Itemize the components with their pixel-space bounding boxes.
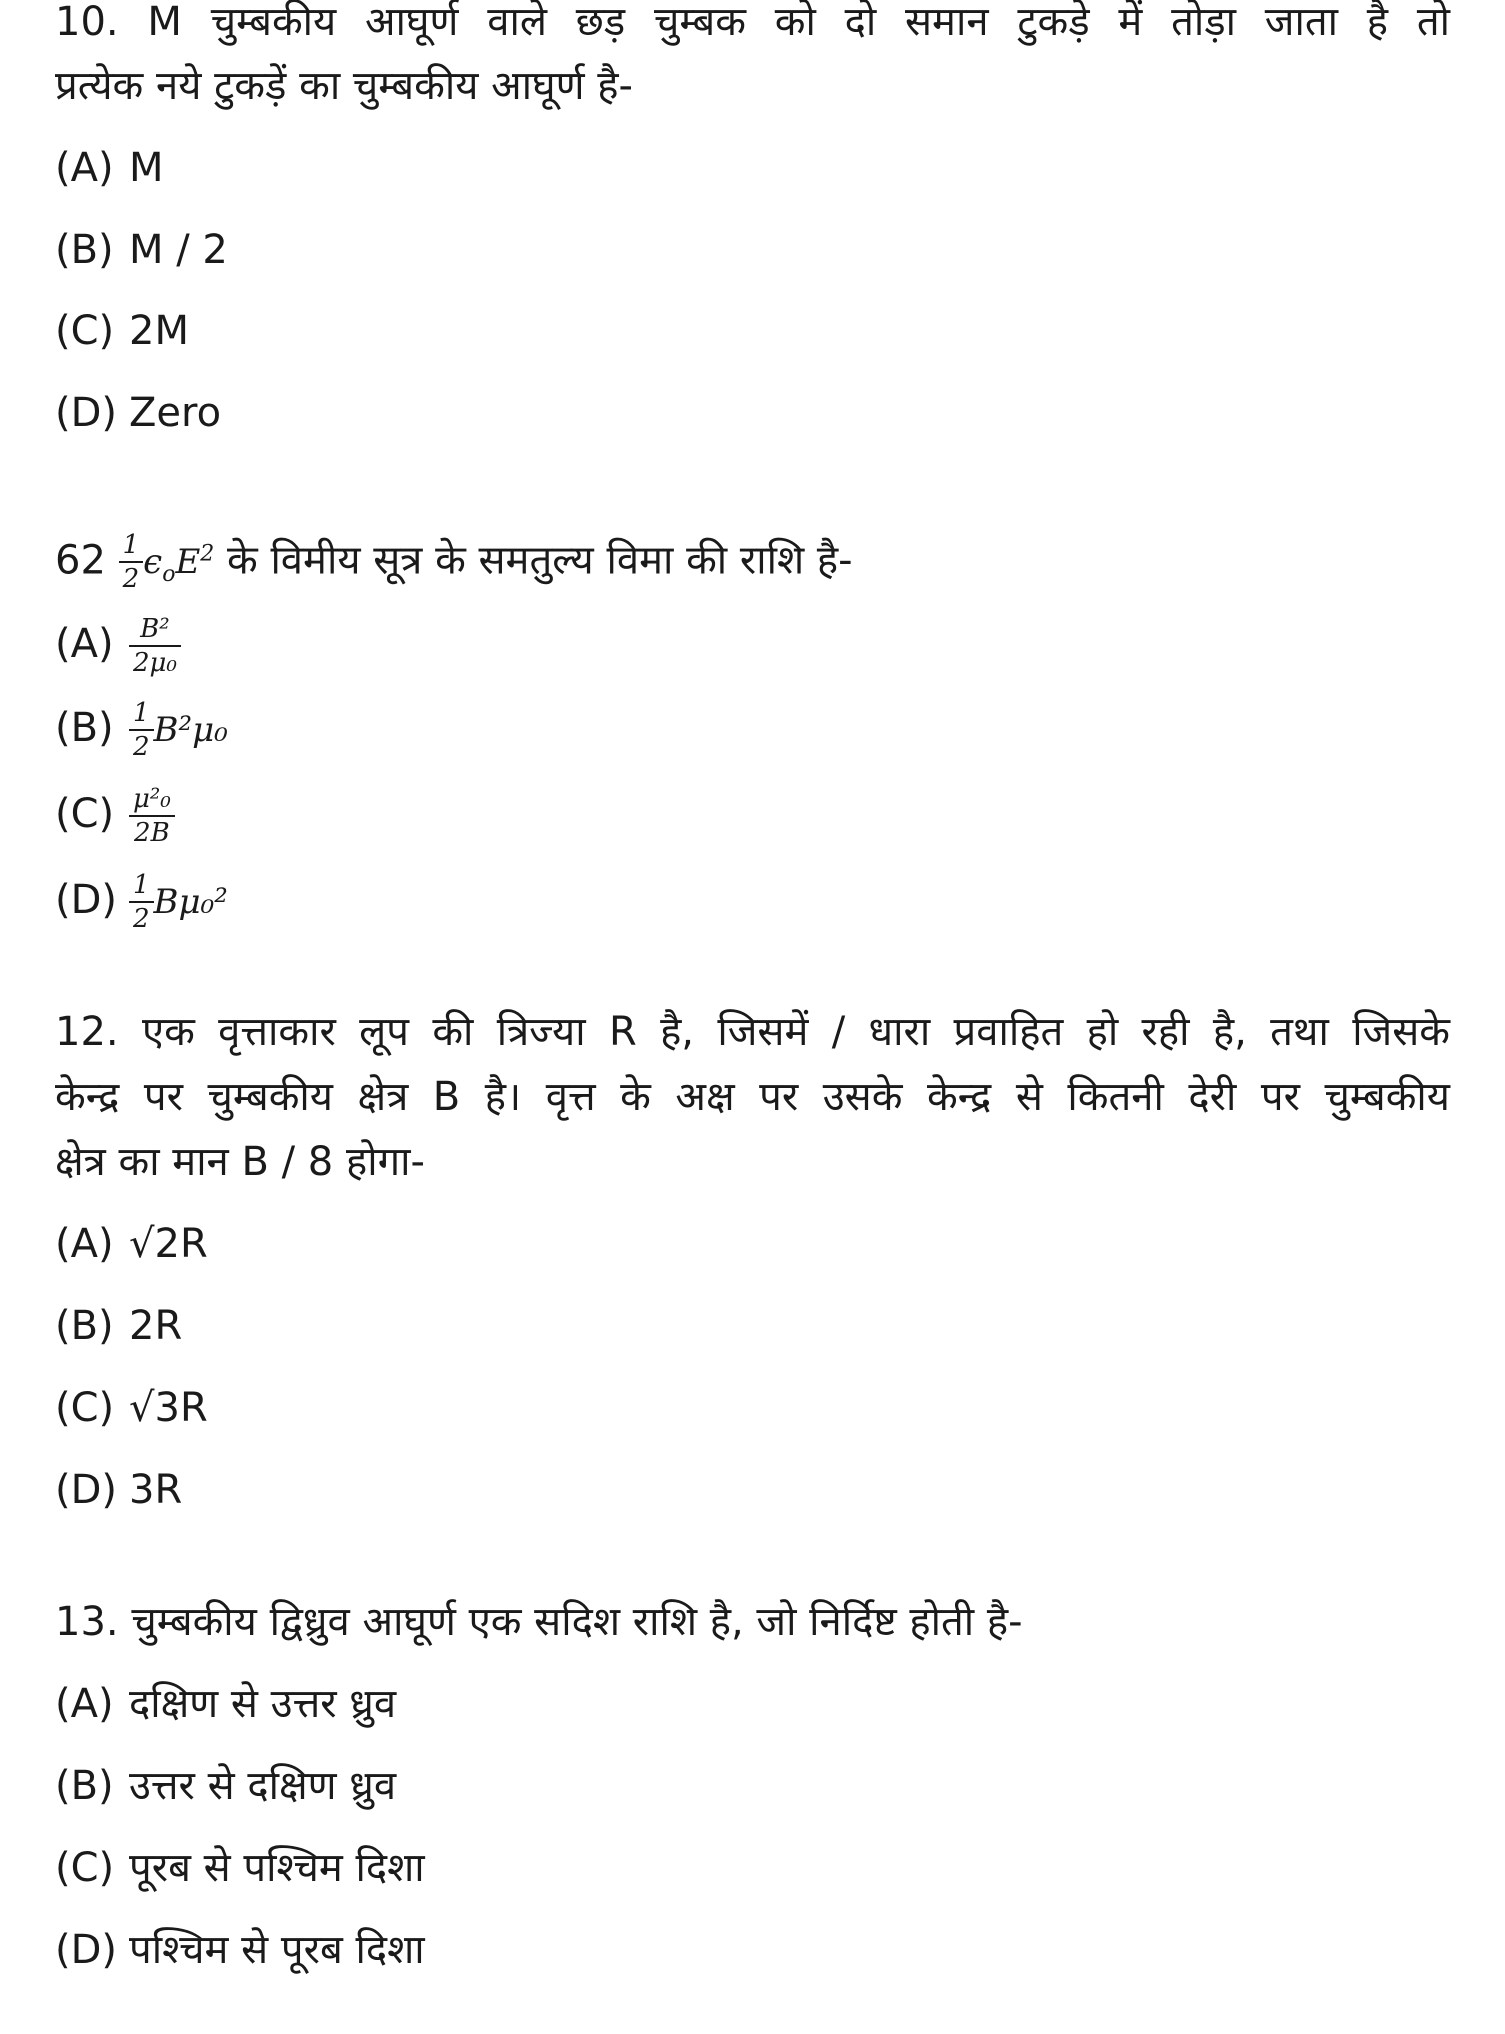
coefficient-fraction: [129, 871, 154, 933]
q12-option-c: [55, 1384, 208, 1432]
option-label: (C): [55, 1385, 115, 1431]
option-label: (B): [55, 1763, 114, 1809]
q10-line-1: 10. M चुम्बकीय आघूर्ण वाले छड़ चुम्बक को दो समान टुकड़े में तोड़ा जाता है तो: [55, 0, 1450, 45]
option-label: (A): [55, 145, 114, 191]
option-label: (C): [55, 791, 115, 837]
fraction-numerator: 1: [129, 871, 154, 903]
question-number: 62: [55, 537, 106, 584]
q10-option-c: [55, 307, 189, 355]
q62-option-b: [55, 690, 228, 766]
q10-line-2: प्रत्येक नये टुकड़ें का चुम्बकीय आघूर्ण है-: [55, 63, 633, 109]
option-label: (A): [55, 1221, 114, 1267]
option-label: (A): [55, 621, 114, 667]
option-text: 2M: [129, 308, 189, 354]
q13-option-d: [55, 1926, 425, 1974]
option-text: Zero: [129, 390, 222, 436]
q62-option-d: [55, 862, 228, 938]
option-label: (D): [55, 877, 118, 923]
fraction-denominator: 2: [133, 904, 150, 934]
coefficient-fraction: [129, 699, 154, 761]
epsilon: ϵ: [143, 542, 163, 583]
option-text: M / 2: [129, 227, 228, 273]
q10-option-d: [55, 389, 221, 437]
option-text: 2R: [129, 1303, 183, 1349]
option-label: (D): [55, 1467, 118, 1513]
q62-stem: [55, 520, 1450, 595]
option-text: M: [129, 145, 164, 191]
option-expression: B²μ₀: [153, 710, 228, 750]
epsilon-subscript: o: [162, 562, 176, 588]
option-text: दक्षिण से उत्तर ध्रुव: [129, 1681, 397, 1727]
e-superscript: 2: [200, 542, 215, 567]
fraction-numerator: μ²₀: [129, 785, 175, 817]
option-label: (B): [55, 227, 114, 273]
option-label: (C): [55, 1845, 115, 1891]
fraction-denominator: 2B: [134, 818, 170, 848]
fraction-denominator: 2: [122, 564, 140, 595]
option-label: (D): [55, 1927, 118, 1973]
fraction-denominator: 2: [133, 732, 150, 762]
option-expression: Bμ₀²: [153, 882, 228, 922]
q13-option-c: [55, 1844, 425, 1892]
q12-line-3: क्षेत्र का मान B / 8 होगा-: [55, 1139, 425, 1185]
q62-stem-text: के विमीय सूत्र के समतुल्य विमा की राशि है-: [227, 537, 853, 584]
q13-option-b: [55, 1762, 396, 1810]
option-text: उत्तर से दक्षिण ध्रुव: [129, 1763, 397, 1809]
q12-line-1: 12. एक वृत्ताकार लूप की त्रिज्या R है, जिसमें / धारा प्रवाहित हो रही है, तथा जिसके: [55, 1009, 1450, 1055]
fraction-numerator: B²: [129, 615, 181, 647]
epsilon-symbol: [143, 542, 215, 588]
option-label: (B): [55, 1303, 114, 1349]
option-text: 3R: [129, 1467, 183, 1513]
option-label: (B): [55, 705, 114, 751]
option-text: √3R: [129, 1385, 208, 1431]
fraction-numerator: 1: [119, 531, 144, 563]
fraction-numerator: 1: [129, 699, 154, 731]
option-fraction: [129, 785, 175, 847]
option-label: (A): [55, 1681, 114, 1727]
option-text: √2R: [129, 1221, 208, 1267]
q62-option-a: [55, 606, 181, 682]
field-e: E: [175, 542, 201, 583]
fraction-denominator: 2μ₀: [133, 648, 177, 678]
q12-option-d: [55, 1466, 182, 1514]
q12-option-b: [55, 1302, 182, 1350]
option-label: (C): [55, 308, 115, 354]
q10-option-b: [55, 226, 228, 274]
option-text: पूरब से पश्चिम दिशा: [129, 1845, 425, 1891]
q13-option-a: [55, 1680, 396, 1728]
q12-option-a: [55, 1220, 208, 1268]
q13-line-1: 13. चुम्बकीय द्विध्रुव आघूर्ण एक सदिश राशि है, जो निर्दिष्ट होती है-: [55, 1599, 1023, 1645]
half-fraction: [119, 531, 144, 593]
q62-option-c: [55, 776, 175, 852]
option-text: पश्चिम से पूरब दिशा: [129, 1927, 425, 1973]
q10-option-a: [55, 144, 164, 192]
option-label: (D): [55, 390, 118, 436]
q12-line-2: केन्द्र पर चुम्बकीय क्षेत्र B है। वृत्त के अक्ष पर उसके केन्द्र से कितनी देरी पर चुम्बकीय: [55, 1074, 1450, 1120]
option-fraction: [129, 615, 181, 677]
